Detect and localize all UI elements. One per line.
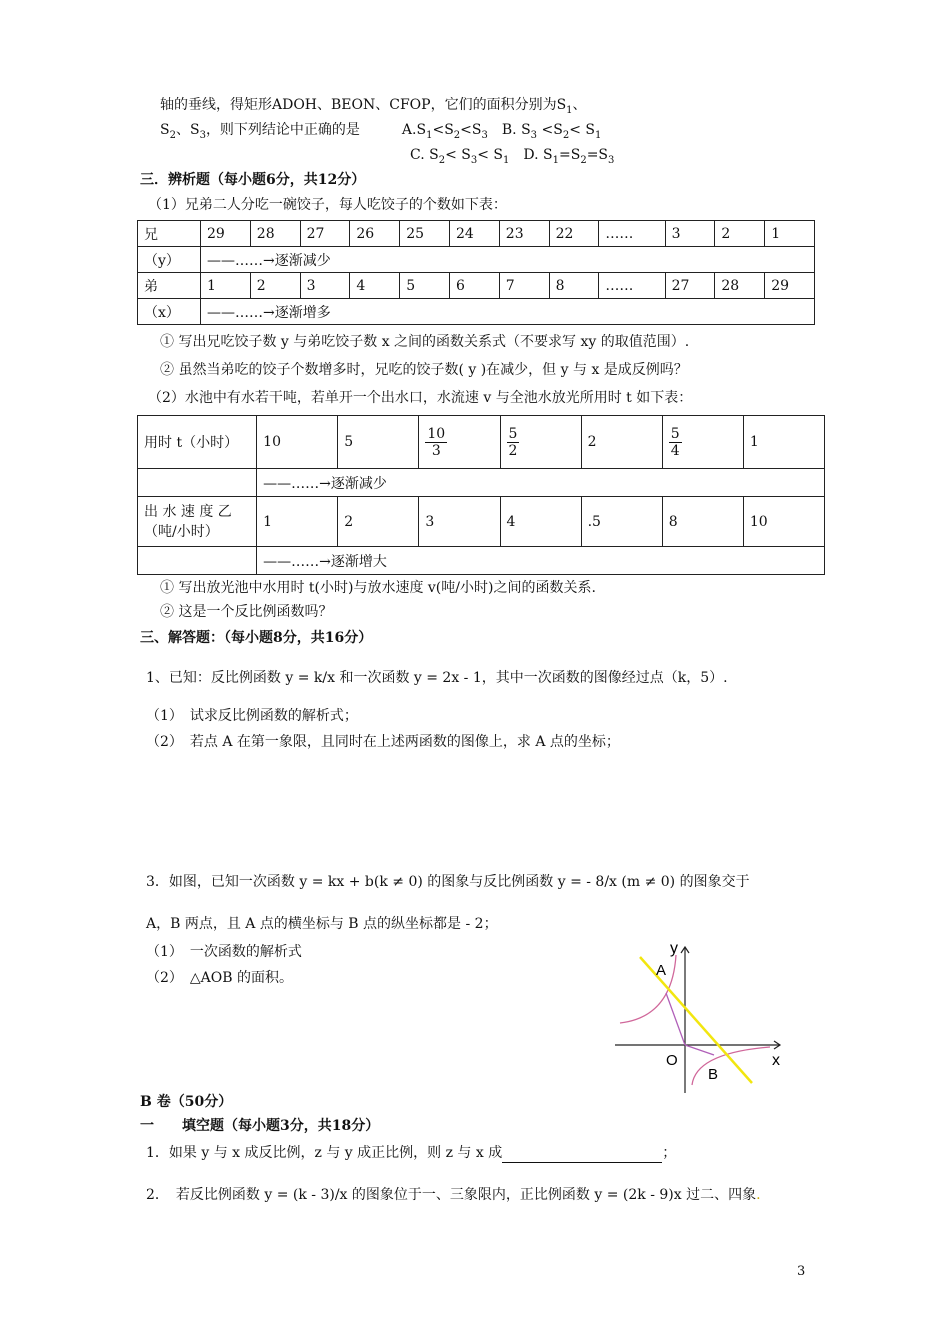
cell: 28 (715, 273, 765, 299)
cell: 2 (581, 416, 662, 469)
cell: …… (599, 273, 665, 299)
label-B: B (708, 1066, 719, 1083)
head-speed-line1: 出 水 速 度 乙 (144, 503, 232, 520)
top-line-3: C. $S_2< S_3< S_1$ D. $S_1=S_2=S_3$ (410, 147, 615, 166)
cell: 26 (350, 221, 400, 247)
cell-fraction: $\frac{5}{2}$ (500, 416, 581, 469)
fill-q2-text: 2． 若反比例函数 y = (k - 3)/x 的图象位于一、三象限内，正比例函数 y = (2k - 9)x 过二、四象 (146, 1187, 757, 1203)
cell: 8 (549, 273, 599, 299)
hyperbola-branch-lower (692, 1047, 770, 1085)
cell: 2 (250, 273, 300, 299)
label-O: O (666, 1052, 678, 1069)
cell: 1 (257, 497, 338, 547)
answer-q3-cont: A，B 两点，且 A 点的横坐标与 B 点的纵坐标都是 - 2； (146, 916, 498, 932)
cell: 29 (765, 273, 815, 299)
top-line-2: $S_2$、$S_3$，则下列结论中正确的是 $A.S_1<S_2<S_3$ B. $S_3 <S_2< S_1$ (160, 122, 602, 141)
trend-increase: ——……→逐渐增多 (201, 299, 815, 325)
cell: 1 (765, 221, 815, 247)
cell: 25 (400, 221, 450, 247)
cell: 10 (743, 497, 824, 547)
head-time: 用时 t（小时） (138, 416, 257, 469)
head-speed (138, 497, 257, 547)
fill-q1 (146, 1143, 676, 1163)
cell: 27 (665, 273, 715, 299)
q2-intro: （2）水池中有水若干吨，若单开一个出水口，水流速 v 与全池水放光所用时 t 如下表： (148, 390, 693, 406)
cell: 6 (449, 273, 499, 299)
sectionB-title: B 卷（50分） (140, 1094, 233, 1110)
row-head-brother: 兄 (138, 221, 201, 247)
cell: 22 (549, 221, 599, 247)
cell: 24 (449, 221, 499, 247)
answer-blank[interactable] (502, 1148, 662, 1163)
cell: 29 (201, 221, 251, 247)
cell: 23 (499, 221, 549, 247)
cell: 1 (743, 416, 824, 469)
q2-part-a: ① 写出放光池中水用时 t(小时)与放水速度 v(吨/小时)之间的函数关系. (160, 580, 596, 596)
cell: 3 (665, 221, 715, 247)
q1-intro: （1）兄弟二人分吃一碗饺子，每人吃饺子的个数如下表： (148, 197, 507, 213)
row-sub-y: （y） (138, 247, 201, 273)
q1-part-a: ① 写出兄吃饺子数 y 与弟吃饺子数 x 之间的函数关系式（不要求写 xy 的取值范围）. (160, 334, 690, 350)
cell: 3 (419, 497, 500, 547)
row-sub-x: （x） (138, 299, 201, 325)
segment-OB (685, 1045, 714, 1055)
label-y: y (670, 940, 678, 957)
cell: .5 (581, 497, 662, 547)
label-x: x (772, 1052, 780, 1069)
cell: 4 (500, 497, 581, 547)
cell: …… (599, 221, 665, 247)
cell: 3 (300, 273, 350, 299)
trend-decrease: ——……→逐渐减少 (201, 247, 815, 273)
graph-figure (610, 935, 810, 1095)
cell: 2 (338, 497, 419, 547)
section3-title: 三．辨析题（每小题6分，共12分） (140, 172, 366, 188)
head-speed-line2: （吨/小时） (144, 523, 219, 540)
cell-fraction: $\frac{10}{3}$ (419, 416, 500, 469)
cell: 8 (662, 497, 743, 547)
q1-part-b: ② 虽然当弟吃的饺子个数增多时，兄吃的饺子数( y )在减少，但 y 与 x 是成反例吗？ (160, 362, 688, 378)
answer-q3: 3．如图，已知一次函数 y = kx + b(k ≠ 0) 的图象与反比例函数 y = - 8/x (m ≠ 0) 的图象交于 (146, 874, 750, 890)
fill-q1-text: 1．如果 y 与 x 成反比例，z 与 y 成正比例，则 z 与 x 成 (146, 1145, 503, 1161)
cell: 28 (250, 221, 300, 247)
water-table (137, 415, 825, 575)
fill-q1-end: ； (662, 1145, 677, 1161)
cell-fraction: $\frac{5}{4}$ (662, 416, 743, 469)
q2-part-b: ② 这是一个反比例函数吗？ (160, 604, 333, 620)
cell: 5 (338, 416, 419, 469)
blank (138, 469, 257, 497)
label-A: A (656, 962, 667, 979)
cell: 7 (499, 273, 549, 299)
answer-q1: 1、已知：反比例函数 y = k/x 和一次函数 y = 2x - 1，其中一次函数的图像经过点（k，5）. (146, 670, 728, 686)
answer-q3-1: （1） 一次函数的解析式 (146, 944, 302, 960)
answer-section-title: 三、解答题：（每小题8分，共16分） (140, 630, 373, 646)
fill-title: 一 填空题（每小题3分，共18分） (140, 1118, 380, 1134)
cell: 5 (400, 273, 450, 299)
trend-decrease: ——……→逐渐减少 (257, 469, 825, 497)
cell: 27 (300, 221, 350, 247)
top-line-1: 轴的垂线，得矩形ADOH、BEON、CFOP，它们的面积分别为$S_1$、 (160, 97, 587, 116)
cell: 1 (201, 273, 251, 299)
trend-increase: ——……→逐渐增大 (257, 547, 825, 575)
answer-q1-2: （2） 若点 A 在第一象限，且同时在上述两函数的图像上，求 A 点的坐标； (146, 734, 620, 750)
cell: 2 (715, 221, 765, 247)
row-head-younger-brother: 弟 (138, 273, 201, 299)
answer-q3-2: （2） △AOB 的面积。 (146, 970, 293, 986)
blank (138, 547, 257, 575)
page-number: 3 (797, 1264, 806, 1279)
dumpling-table (137, 220, 815, 325)
segment-OA (666, 993, 685, 1045)
cell: 10 (257, 416, 338, 469)
answer-q1-1: （1） 试求反比例函数的解析式； (146, 708, 358, 724)
fill-q2 (146, 1185, 761, 1205)
fill-q2-tail: . (756, 1187, 761, 1203)
cell: 4 (350, 273, 400, 299)
